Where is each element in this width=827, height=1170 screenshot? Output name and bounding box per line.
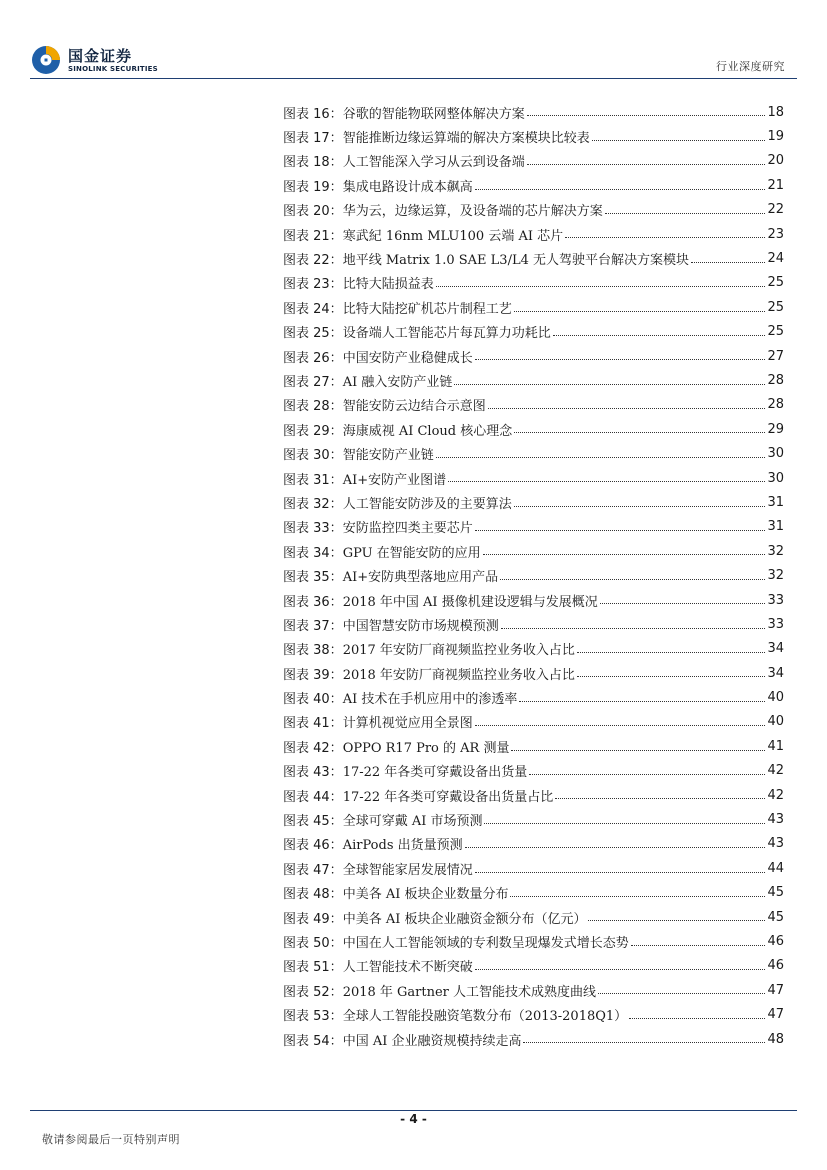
toc-entry-page: 29 <box>767 421 784 437</box>
toc-entry-page: 40 <box>767 714 784 730</box>
toc-entry-title: 中美各 AI 板块企业数量分布 <box>342 887 509 903</box>
dot-leader <box>519 701 765 702</box>
dot-leader <box>475 359 766 360</box>
toc-entry-page: 30 <box>767 470 784 486</box>
toc-entry[interactable] <box>283 807 784 831</box>
toc-entry-title: 中国智慧安防市场规模预测 <box>342 618 499 634</box>
toc-entry-label: 图表 49： <box>283 911 343 927</box>
header-divider <box>30 78 797 79</box>
toc-entry-page: 45 <box>767 909 784 925</box>
toc-entry[interactable] <box>283 368 784 392</box>
dot-leader <box>523 1042 765 1043</box>
toc-entry-label: 图表 33： <box>283 521 343 537</box>
toc-entry[interactable] <box>283 441 784 465</box>
toc-entry[interactable] <box>283 612 784 636</box>
dot-leader <box>488 408 766 409</box>
dot-leader <box>475 872 766 873</box>
toc-entry-label: 图表 36： <box>283 594 343 610</box>
toc-entry-page: 28 <box>767 372 784 388</box>
toc-entry-title: 设备端人工智能芯片每瓦算力功耗比 <box>342 326 551 342</box>
toc-entry-label: 图表 48： <box>283 887 343 903</box>
toc-entry-page: 48 <box>767 1031 784 1047</box>
toc-entry-label: 图表 37： <box>283 618 343 634</box>
toc-entry-page: 47 <box>767 982 784 998</box>
toc-entry-title: 智能安防产业链 <box>342 448 434 464</box>
toc-entry-page: 33 <box>767 616 784 632</box>
toc-entry-label: 图表 45： <box>283 814 343 830</box>
toc-entry-label: 图表 31： <box>283 472 343 488</box>
toc-entry[interactable] <box>283 490 784 514</box>
toc-entry-title: 计算机视觉应用全景图 <box>342 716 473 732</box>
report-type-label: 行业深度研究 <box>716 60 785 73</box>
toc-entry-label: 图表 44： <box>283 789 343 805</box>
toc-entry[interactable] <box>283 417 784 441</box>
toc-entry-label: 图表 28： <box>283 399 343 415</box>
toc-entry-page: 41 <box>767 738 784 754</box>
page-header <box>0 0 827 80</box>
toc-entry-title: 人工智能安防涉及的主要算法 <box>342 496 512 512</box>
toc-entry-page: 45 <box>767 885 784 901</box>
toc-entry-page: 23 <box>767 226 784 242</box>
toc-entry-title: 2018 年中国 AI 摄像机建设逻辑与发展概况 <box>342 594 598 610</box>
toc-entry-title: 集成电路设计成本飙高 <box>342 179 473 195</box>
toc-entry[interactable] <box>283 563 784 587</box>
toc-entry[interactable] <box>283 661 784 685</box>
toc-entry-title: AI+安防产业图谱 <box>342 472 447 488</box>
toc-entry-title: 海康威视 AI Cloud 核心理念 <box>342 423 513 439</box>
toc-entry-page: 25 <box>767 324 784 340</box>
toc-entry-label: 图表 52： <box>283 984 343 1000</box>
toc-entry-title: 17-22 年各类可穿戴设备出货量 <box>342 765 528 781</box>
toc-entry-label: 图表 54： <box>283 1033 343 1049</box>
dot-leader <box>577 676 766 677</box>
toc-entry-title: 安防监控四类主要芯片 <box>342 521 473 537</box>
toc-entry-title: 中美各 AI 板块企业融资金额分布（亿元） <box>342 911 587 927</box>
toc-entry-page: 25 <box>767 299 784 315</box>
toc-entry-page: 46 <box>767 958 784 974</box>
toc-entry-label: 图表 25： <box>283 326 343 342</box>
toc-entry-page: 32 <box>767 543 784 559</box>
toc-entry-page: 31 <box>767 494 784 510</box>
dot-leader <box>514 311 766 312</box>
toc-entry[interactable] <box>283 759 784 783</box>
toc-entry[interactable] <box>283 124 784 148</box>
toc-entry-page: 42 <box>767 787 784 803</box>
toc-entry-page: 40 <box>767 690 784 706</box>
toc-entry-label: 图表 41： <box>283 716 343 732</box>
toc-entry-page: 22 <box>767 202 784 218</box>
toc-entry-label: 图表 38： <box>283 643 343 659</box>
toc-entry-page: 43 <box>767 812 784 828</box>
dot-leader <box>436 457 766 458</box>
toc-entry[interactable] <box>283 685 784 709</box>
toc-entry-title: 华为云，边缘运算，及设备端的芯片解决方案 <box>342 204 603 220</box>
toc-entry-page: 20 <box>767 153 784 169</box>
toc-entry[interactable] <box>283 978 784 1002</box>
toc-entry-page: 42 <box>767 763 784 779</box>
dot-leader <box>465 847 766 848</box>
figure-list <box>283 100 784 1051</box>
toc-entry-label: 图表 32： <box>283 496 343 512</box>
toc-entry-label: 图表 50： <box>283 935 343 951</box>
toc-entry[interactable] <box>283 320 784 344</box>
toc-entry-page: 18 <box>767 104 784 120</box>
dot-leader <box>588 920 765 921</box>
dot-leader <box>577 652 766 653</box>
toc-entry-label: 图表 43： <box>283 765 343 781</box>
toc-entry-title: 比特大陆挖矿机芯片制程工艺 <box>342 301 512 317</box>
toc-entry[interactable] <box>283 198 784 222</box>
toc-entry-page: 47 <box>767 1007 784 1023</box>
toc-entry[interactable] <box>283 515 784 539</box>
toc-entry-title: 智能推断边缘运算端的解决方案模块比较表 <box>342 131 590 147</box>
toc-entry-label: 图表 30： <box>283 448 343 464</box>
toc-entry-label: 图表 53： <box>283 1009 343 1025</box>
toc-entry-title: AI 融入安防产业链 <box>342 374 453 390</box>
toc-entry-page: 34 <box>767 641 784 657</box>
toc-entry[interactable] <box>283 100 784 124</box>
toc-entry-page: 44 <box>767 860 784 876</box>
dot-leader <box>510 896 765 897</box>
dot-leader <box>448 481 765 482</box>
dot-leader <box>691 262 765 263</box>
toc-entry[interactable] <box>283 734 784 758</box>
toc-entry-page: 30 <box>767 446 784 462</box>
toc-entry[interactable] <box>283 246 784 270</box>
dot-leader <box>436 286 766 287</box>
toc-entry-title: AirPods 出货量预测 <box>342 838 463 854</box>
toc-entry[interactable] <box>283 1027 784 1051</box>
toc-entry-title: 17-22 年各类可穿戴设备出货量占比 <box>342 789 554 805</box>
dot-leader <box>592 140 766 141</box>
toc-entry-page: 31 <box>767 519 784 535</box>
toc-entry-title: 人工智能深入学习从云到设备端 <box>342 155 525 171</box>
toc-entry-title: 2018 年安防厂商视频监控业务收入占比 <box>342 667 575 683</box>
dot-leader <box>511 750 765 751</box>
brand-name-cn: 国金证券 <box>68 47 133 65</box>
toc-entry[interactable] <box>283 173 784 197</box>
dot-leader <box>475 189 766 190</box>
toc-entry-title: 比特大陆损益表 <box>342 277 434 293</box>
toc-entry-title: 全球可穿戴 AI 市场预测 <box>342 814 483 830</box>
toc-entry-title: 中国 AI 企业融资规模持续走高 <box>342 1033 522 1049</box>
toc-entry-page: 33 <box>767 592 784 608</box>
toc-entry-label: 图表 35： <box>283 570 343 586</box>
dot-leader <box>565 237 765 238</box>
toc-entry-page: 32 <box>767 568 784 584</box>
toc-entry-label: 图表 23： <box>283 277 343 293</box>
toc-entry-title: 寒武紀 16nm MLU100 云端 AI 芯片 <box>342 228 564 244</box>
toc-entry[interactable] <box>283 588 784 612</box>
toc-entry-label: 图表 24： <box>283 301 343 317</box>
toc-entry-label: 图表 22： <box>283 253 343 269</box>
toc-entry-title: 地平线 Matrix 1.0 SAE L3/L4 无人驾驶平台解决方案模块 <box>342 253 689 269</box>
footer-divider <box>30 1110 797 1111</box>
dot-leader <box>629 1018 765 1019</box>
toc-entry[interactable] <box>283 271 784 295</box>
dot-leader <box>514 432 765 433</box>
toc-entry-page: 28 <box>767 397 784 413</box>
toc-entry-page: 27 <box>767 348 784 364</box>
toc-entry[interactable] <box>283 1002 784 1026</box>
toc-entry-page: 34 <box>767 665 784 681</box>
toc-entry-label: 图表 47： <box>283 862 343 878</box>
toc-entry[interactable] <box>283 295 784 319</box>
toc-entry[interactable] <box>283 929 784 953</box>
dot-leader <box>529 774 765 775</box>
toc-entry-page: 25 <box>767 275 784 291</box>
toc-entry-title: 2017 年安防厂商视频监控业务收入占比 <box>342 643 575 659</box>
toc-entry[interactable] <box>283 344 784 368</box>
toc-entry[interactable] <box>283 710 784 734</box>
toc-entry[interactable] <box>283 222 784 246</box>
toc-entry-label: 图表 46： <box>283 838 343 854</box>
sinolink-logo-icon <box>30 44 62 76</box>
toc-entry-title: AI 技术在手机应用中的渗透率 <box>342 692 518 708</box>
dot-leader <box>553 335 766 336</box>
toc-entry-label: 图表 51： <box>283 960 343 976</box>
toc-entry-page: 19 <box>767 129 784 145</box>
toc-entry-page: 24 <box>767 251 784 267</box>
toc-entry[interactable] <box>283 466 784 490</box>
toc-entry-label: 图表 40： <box>283 692 343 708</box>
toc-entry[interactable] <box>283 637 784 661</box>
toc-entry-page: 21 <box>767 177 784 193</box>
toc-entry-title: 全球智能家居发展情况 <box>342 862 473 878</box>
disclaimer-note: 敬请参阅最后一页特别声明 <box>42 1133 180 1146</box>
dot-leader <box>475 725 766 726</box>
toc-entry[interactable] <box>283 905 784 929</box>
toc-entry-label: 图表 27： <box>283 374 343 390</box>
toc-entry-title: OPPO R17 Pro 的 AR 测量 <box>342 740 510 756</box>
toc-entry[interactable] <box>283 393 784 417</box>
dot-leader <box>605 213 766 214</box>
dot-leader <box>454 384 765 385</box>
dot-leader <box>600 603 766 604</box>
dot-leader <box>501 628 766 629</box>
dot-leader <box>475 969 766 970</box>
dot-leader <box>514 506 766 507</box>
dot-leader <box>631 945 766 946</box>
dot-leader <box>475 530 766 531</box>
dot-leader <box>500 579 765 580</box>
toc-entry-label: 图表 34： <box>283 545 343 561</box>
toc-entry[interactable] <box>283 539 784 563</box>
dot-leader <box>484 823 765 824</box>
toc-entry[interactable] <box>283 954 784 978</box>
toc-entry-label: 图表 17： <box>283 131 343 147</box>
toc-entry-title: 中国在人工智能领域的专利数呈现爆发式增长态势 <box>342 935 629 951</box>
toc-entry-title: AI+安防典型落地应用产品 <box>342 570 499 586</box>
toc-entry-label: 图表 19： <box>283 179 343 195</box>
toc-entry-title: GPU 在智能安防的应用 <box>342 545 481 561</box>
toc-entry-title: 谷歌的智能物联网整体解决方案 <box>342 106 525 122</box>
toc-entry[interactable] <box>283 783 784 807</box>
toc-entry-label: 图表 16： <box>283 106 343 122</box>
dot-leader <box>483 554 766 555</box>
toc-entry-page: 46 <box>767 933 784 949</box>
toc-entry[interactable] <box>283 881 784 905</box>
page-number: - 4 - <box>400 1112 427 1126</box>
toc-entry[interactable] <box>283 832 784 856</box>
toc-entry-label: 图表 42： <box>283 740 343 756</box>
dot-leader <box>527 115 766 116</box>
toc-entry-label: 图表 39： <box>283 667 343 683</box>
dot-leader <box>555 798 765 799</box>
toc-entry-label: 图表 20： <box>283 204 343 220</box>
toc-entry-title: 中国安防产业稳健成长 <box>342 350 473 366</box>
dot-leader <box>527 164 766 165</box>
toc-entry-label: 图表 21： <box>283 228 343 244</box>
toc-entry-page: 43 <box>767 836 784 852</box>
toc-entry[interactable] <box>283 856 784 880</box>
brand-name-en: SINOLINK SECURITIES <box>68 65 158 73</box>
dot-leader <box>598 993 765 994</box>
toc-entry[interactable] <box>283 149 784 173</box>
company-logo <box>30 44 160 78</box>
toc-entry-label: 图表 26： <box>283 350 343 366</box>
toc-entry-label: 图表 29： <box>283 423 343 439</box>
toc-entry-title: 人工智能技术不断突破 <box>342 960 473 976</box>
toc-entry-title: 2018 年 Gartner 人工智能技术成熟度曲线 <box>342 984 597 1000</box>
toc-entry-title: 全球人工智能投融资笔数分布（2013-2018Q1） <box>342 1009 628 1025</box>
toc-entry-label: 图表 18： <box>283 155 343 171</box>
toc-entry-title: 智能安防云边结合示意图 <box>342 399 486 415</box>
